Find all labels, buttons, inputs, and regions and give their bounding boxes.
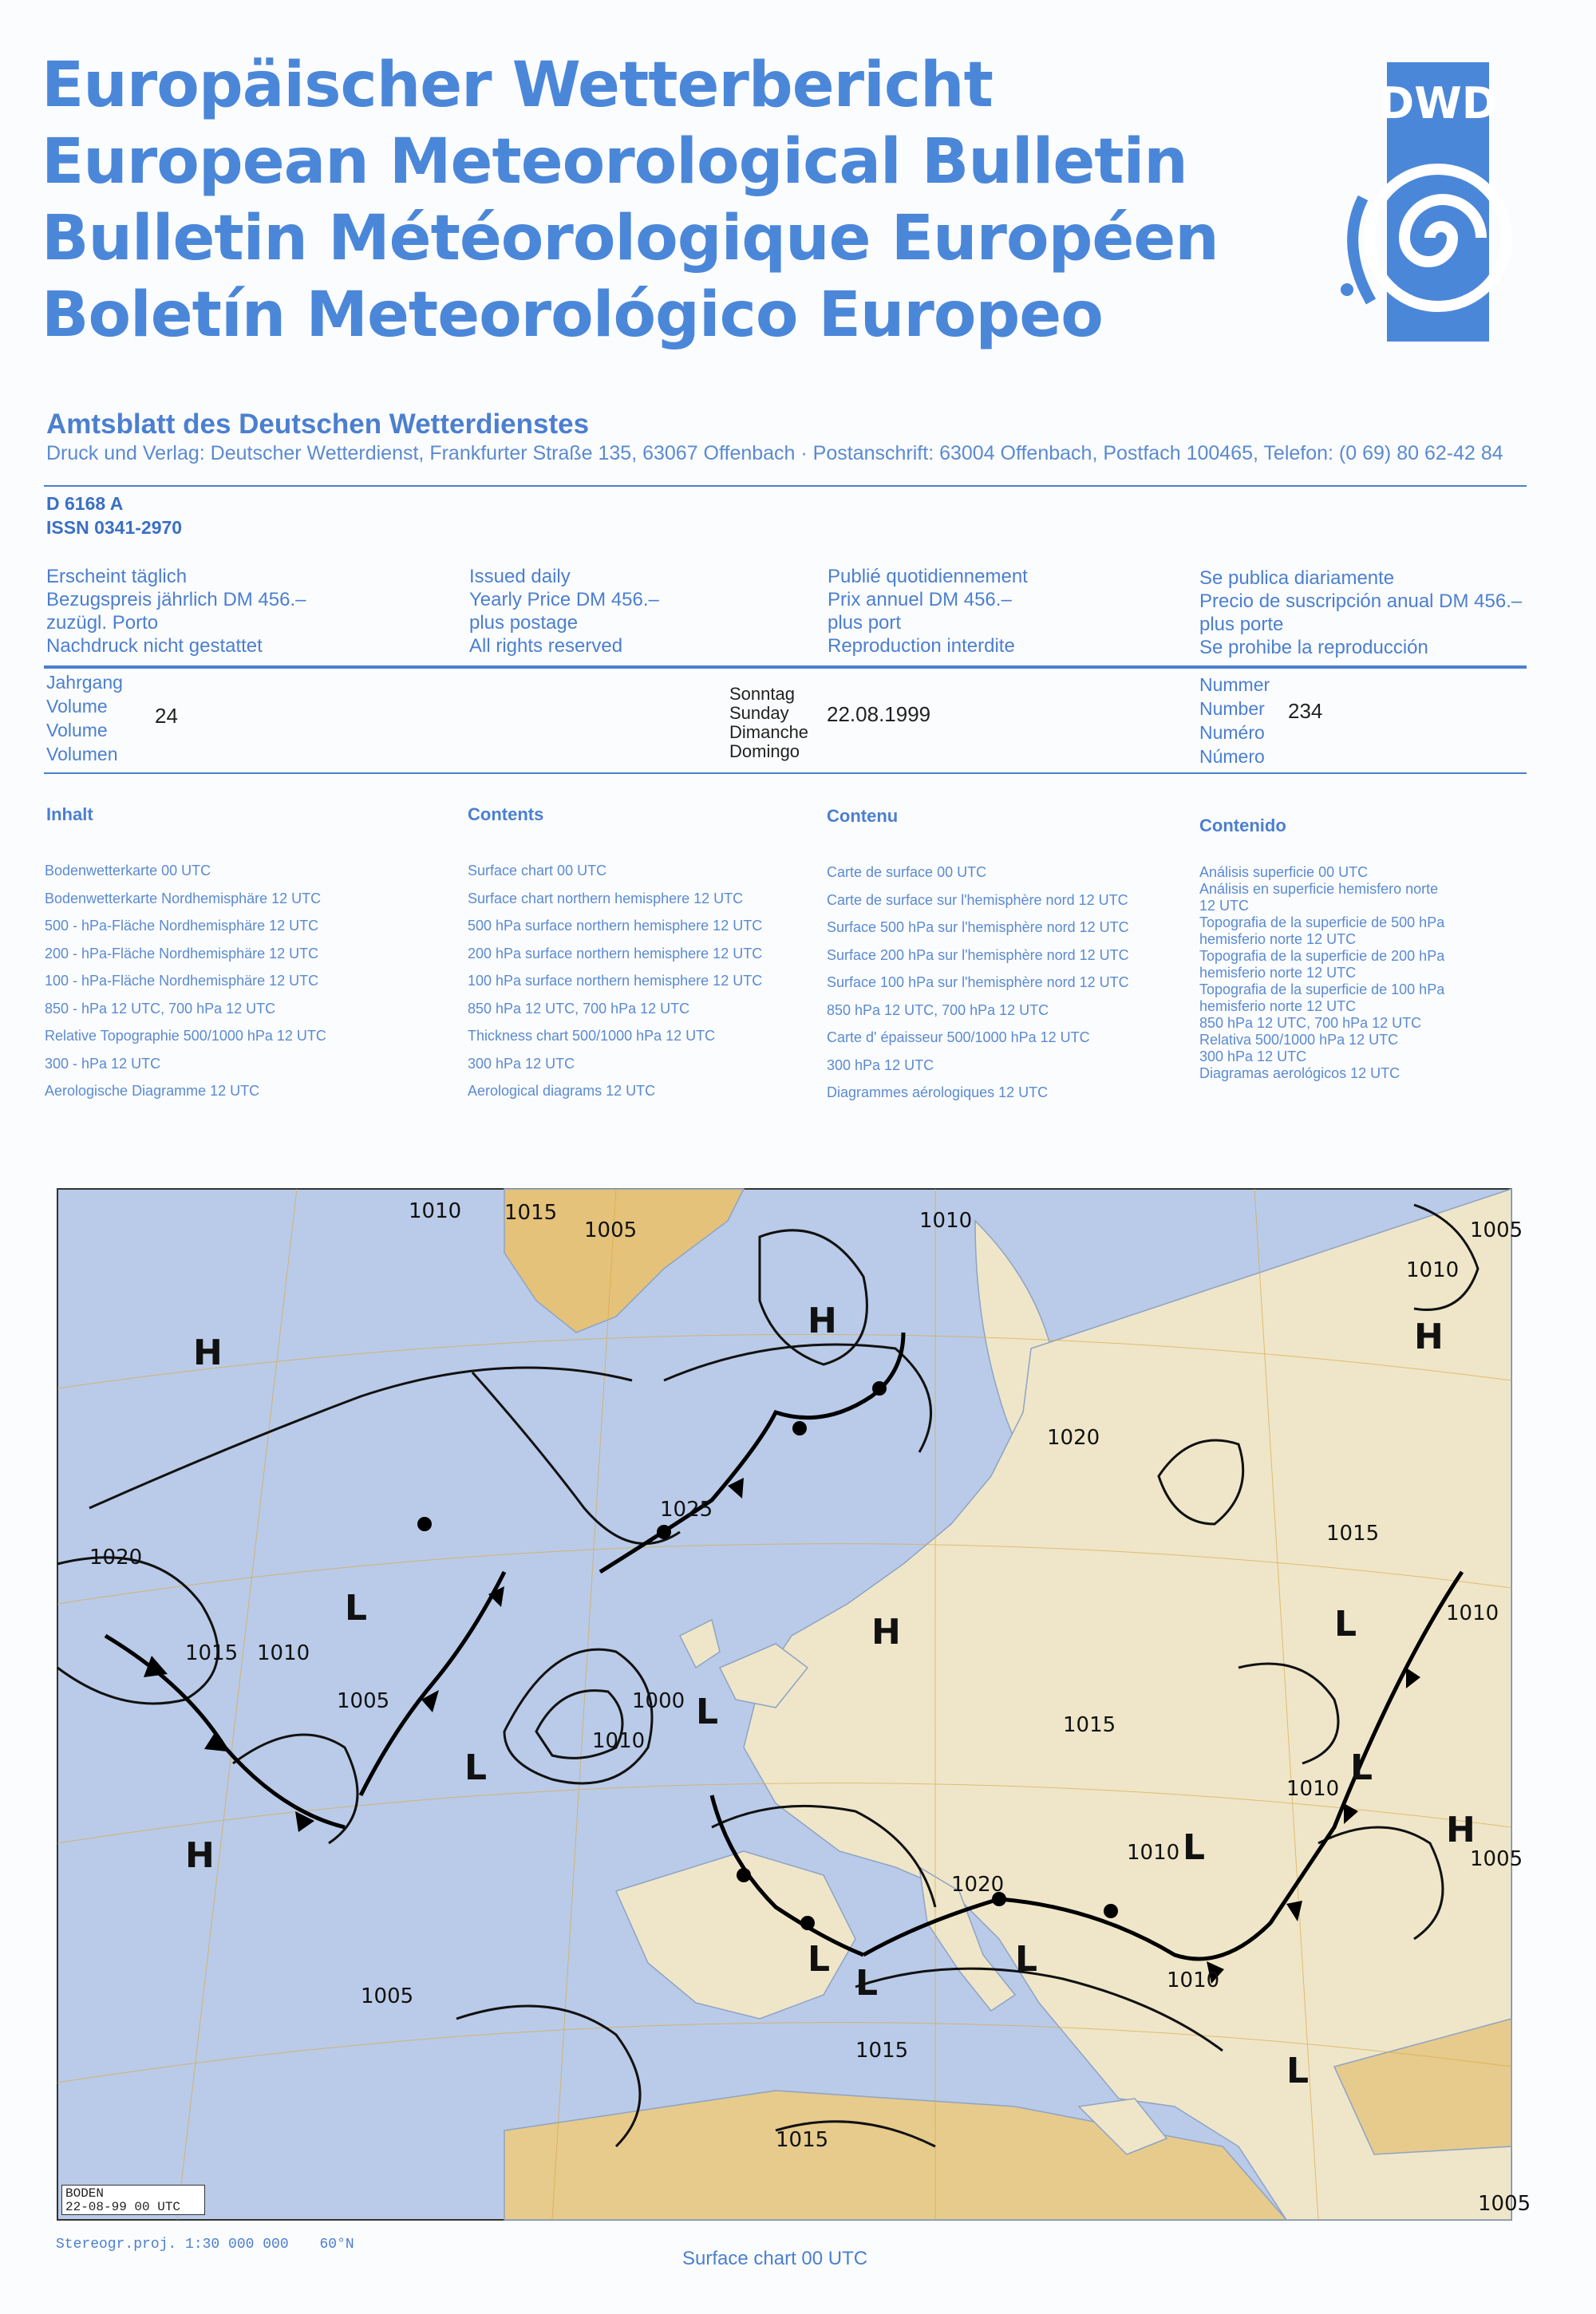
low-pressure-center: L <box>1334 1604 1357 1645</box>
contents-item: 500 hPa surface northern hemisphere 12 UTC <box>468 918 763 934</box>
issue-info-line: Precio de suscripción anual DM 456.– <box>1199 590 1523 612</box>
day-labels <box>729 685 808 761</box>
contents-item: 850 hPa 12 UTC, 700 hPa 12 UTC <box>468 1000 690 1017</box>
contents-item: Diagramas aerológicos 12 UTC <box>1199 1065 1400 1081</box>
contents-item: Aerological diagrams 12 UTC <box>468 1083 656 1099</box>
contents-item: Carte d' épaisseur 500/1000 hPa 12 UTC <box>827 1029 1090 1045</box>
map-box-line: 22-08-99 00 UTC <box>65 2200 181 2214</box>
contents-item: 200 hPa surface northern hemisphere 12 UTC <box>468 945 763 962</box>
issue-date: 22.08.1999 <box>827 702 931 726</box>
divider-middle <box>44 665 1527 669</box>
low-pressure-center: L <box>1183 1827 1206 1868</box>
number-label: Nummer <box>1199 674 1270 695</box>
high-pressure-center: H <box>1446 1810 1476 1850</box>
contents-item: Relativa 500/1000 hPa 12 UTC <box>1199 1032 1399 1048</box>
map-validity-box <box>61 2185 205 2215</box>
isobar-pressure-label: 1010 <box>1167 1968 1220 1992</box>
issue-info-en <box>469 565 659 657</box>
contents-item: Surface 200 hPa sur l'hemisphère nord 12 UTC <box>827 946 1129 963</box>
contents-item: 500 - hPa-Fläche Nordhemisphäre 12 UTC <box>45 918 319 934</box>
contents-item: Surface 100 hPa sur l'hemisphère nord 12 UTC <box>827 974 1129 990</box>
high-pressure-center: H <box>808 1301 837 1341</box>
day-label: Sonntag <box>729 684 795 704</box>
contents-item: Topografia de la superficie de 200 hPa hemisferio norte 12 UTC <box>1199 948 1445 981</box>
isobar-pressure-label: 1025 <box>660 1498 713 1522</box>
volume-label: Volume <box>46 696 108 717</box>
high-pressure-center: H <box>193 1333 223 1373</box>
isobar-pressure-label: 1000 <box>632 1689 685 1713</box>
contents-item: Carte de surface 00 UTC <box>827 864 987 880</box>
volume-labels <box>46 670 123 766</box>
issue-info-line: Se publica diariamente <box>1199 567 1395 589</box>
volume-label: Jahrgang <box>46 672 123 693</box>
contents-item: Bodenwetterkarte 00 UTC <box>45 863 211 879</box>
issue-info-line: plus postage <box>469 612 579 634</box>
contents-item: 850 hPa 12 UTC, 700 hPa 12 UTC <box>827 1001 1049 1018</box>
contents-item: Diagrammes aérologiques 12 UTC <box>827 1084 1049 1100</box>
number-label: Número <box>1199 746 1265 767</box>
isobar-pressure-label: 1010 <box>919 1209 973 1233</box>
contents-item: 850 hPa 12 UTC, 700 hPa 12 UTC <box>1199 1015 1422 1031</box>
number-label: Numéro <box>1199 722 1265 743</box>
contents-item: Análisis superficie 00 UTC <box>1199 864 1369 880</box>
low-pressure-center: L <box>696 1692 719 1732</box>
isobar-pressure-label: 1005 <box>1470 1218 1523 1242</box>
publisher-title: Amtsblatt des Deutschen Wetterdienstes <box>46 409 590 440</box>
dwd-spiral-logo-icon <box>1331 62 1498 342</box>
isobar-pressure-label: 1015 <box>504 1201 558 1225</box>
title-spanish: Boletín Meteorológico Europeo <box>41 279 1103 351</box>
high-pressure-center: H <box>871 1612 901 1653</box>
map-caption: Surface chart 00 UTC <box>682 2248 868 2269</box>
day-label: Dimanche <box>729 722 809 742</box>
isobar-pressure-label: 1005 <box>361 1984 414 2008</box>
high-pressure-center: H <box>1414 1317 1444 1357</box>
volume-value: 24 <box>155 704 178 728</box>
isobar-pressure-label: 1010 <box>1127 1841 1180 1865</box>
issue-info-line: plus porte <box>1199 614 1284 635</box>
low-pressure-center: L <box>1015 1939 1038 1980</box>
contents-item: Surface chart 00 UTC <box>468 863 607 879</box>
contents-header-en: Contents <box>468 804 544 824</box>
title-english: European Meteorological Bulletin <box>41 126 1187 198</box>
issue-info-line: Bezugspreis jährlich DM 456.– <box>46 589 306 610</box>
low-pressure-center: L <box>345 1588 368 1629</box>
low-pressure-center: L <box>1350 1747 1373 1788</box>
contents-header-fr: Contenu <box>827 806 899 826</box>
contents-header-de: Inhalt <box>46 804 93 824</box>
contents-item: Carte de surface sur l'hemisphère nord 12 UTC <box>827 891 1128 908</box>
isobar-pressure-label: 1010 <box>257 1641 310 1665</box>
isobar-pressure-label: 1010 <box>592 1729 646 1753</box>
contents-item: 300 hPa 12 UTC <box>1199 1048 1307 1064</box>
issue-info-line: Yearly Price DM 456.– <box>469 589 659 610</box>
issue-info-line: Reproduction interdite <box>828 635 1015 657</box>
isobar-pressure-label: 1015 <box>185 1641 239 1665</box>
contents-item: Análisis en superficie hemisfero norte 12 UTC <box>1199 881 1439 914</box>
contents-item: Thickness chart 500/1000 hPa 12 UTC <box>468 1028 716 1044</box>
issue-info-line: Nachdruck nicht gestattet <box>46 635 263 657</box>
isobar-pressure-label: 1020 <box>1047 1426 1100 1450</box>
map-box-line: BODEN <box>65 2186 105 2201</box>
contents-item: Surface 500 hPa sur l'hemisphère nord 12 UTC <box>827 919 1129 935</box>
volume-label: Volumen <box>46 744 118 764</box>
isobar-pressure-label: 1020 <box>951 1873 1005 1897</box>
issue-info-line: Erscheint täglich <box>46 566 188 587</box>
contents-list-de <box>45 857 326 1105</box>
isobar-pressure-label: 1010 <box>409 1199 462 1223</box>
isobar-pressure-label: 1005 <box>1470 1847 1523 1871</box>
projection-text: Stereogr.proj. 1:30 000 000 <box>56 2237 289 2253</box>
day-label: Domingo <box>729 741 800 761</box>
divider-top <box>44 485 1527 487</box>
issue-info-line: plus port <box>828 612 902 634</box>
contents-item: Surface chart northern hemisphere 12 UTC <box>468 890 744 906</box>
isobar-pressure-label: 1010 <box>1406 1258 1460 1282</box>
isobar-pressure-label: 1010 <box>1286 1777 1340 1801</box>
issue-info-de <box>46 565 306 657</box>
low-pressure-center: L <box>808 1939 831 1980</box>
issue-info-line: Publié quotidiennement <box>828 566 1028 587</box>
issue-info-line: All rights reserved <box>469 635 623 657</box>
number-value: 234 <box>1288 699 1323 723</box>
high-pressure-center: H <box>185 1835 215 1876</box>
contents-item: Topografia de la superficie de 500 hPa hemisferio norte 12 UTC <box>1199 914 1445 947</box>
issue-info-es <box>1199 567 1522 659</box>
code-issn: ISSN 0341-2970 <box>46 517 183 538</box>
contents-header-es: Contenido <box>1199 815 1286 835</box>
code-d: D 6168 A <box>46 493 124 514</box>
isobar-pressure-label: 1010 <box>1446 1601 1499 1625</box>
contents-item: Aerologische Diagramme 12 UTC <box>45 1083 260 1099</box>
isobar-pressure-label: 1015 <box>776 2128 829 2152</box>
number-label: Number <box>1199 698 1265 719</box>
isobar-pressure-label: 1015 <box>1326 1522 1380 1546</box>
issue-info-line: Se prohibe la reproducción <box>1199 637 1428 658</box>
issue-info-line: zuzügl. Porto <box>46 612 159 634</box>
issue-info-line: Issued daily <box>469 566 571 587</box>
contents-item: 300 hPa 12 UTC <box>468 1055 575 1072</box>
map-projection <box>56 2237 354 2253</box>
isobar-pressure-label: 1020 <box>89 1546 143 1570</box>
number-labels <box>1199 673 1270 768</box>
low-pressure-center: L <box>464 1747 488 1788</box>
isobar-pressure-label: 1005 <box>337 1689 390 1713</box>
isobar-pressure-label: 1015 <box>855 2039 909 2063</box>
contents-list-en <box>468 857 762 1105</box>
dwd-logo <box>1378 62 1498 342</box>
weather-map-canvas <box>57 1189 1531 2220</box>
contents-item: 300 - hPa 12 UTC <box>45 1055 161 1072</box>
contents-list-es <box>1199 864 1455 1082</box>
isobar-pressure-label: 1005 <box>584 1218 638 1242</box>
issue-info-line: Prix annuel DM 456.– <box>828 589 1012 610</box>
day-label: Sunday <box>729 703 789 723</box>
contents-item: Topografia de la superficie de 100 hPa hemisferio norte 12 UTC <box>1199 981 1445 1014</box>
publisher-address: Druck und Verlag: Deutscher Wetterdienst, Frankfurter Straße 135, 63067 Offenbach · Postanschrift: 63004 Offenbach, Postfach 100465, Telefon: (0 69) 80 62-42 84 <box>46 442 1503 464</box>
contents-item: 100 hPa surface northern hemisphere 12 UTC <box>468 973 763 989</box>
contents-list-fr <box>827 859 1129 1107</box>
isobar-pressure-label: 1015 <box>1063 1713 1116 1737</box>
isobar-pressure-label: 1005 <box>1478 2192 1531 2216</box>
latitude-text: 60°N <box>319 2237 354 2253</box>
contents-item: 300 hPa 12 UTC <box>827 1056 934 1073</box>
title-french: Bulletin Météorologique Européen <box>41 203 1219 274</box>
contents-item: 100 - hPa-Fläche Nordhemisphäre 12 UTC <box>45 973 319 989</box>
surface-weather-map <box>57 1189 1531 2220</box>
title-german: Europäischer Wetterbericht <box>41 49 993 121</box>
low-pressure-center: L <box>855 1963 879 2004</box>
contents-item: Bodenwetterkarte Nordhemisphäre 12 UTC <box>45 890 322 906</box>
contents-item: Relative Topographie 500/1000 hPa 12 UTC <box>45 1028 326 1044</box>
dwd-logo-text: DWD <box>1378 78 1498 128</box>
divider-bottom <box>44 772 1527 774</box>
volume-label: Volume <box>46 720 108 740</box>
contents-item: 850 - hPa 12 UTC, 700 hPa 12 UTC <box>45 1000 276 1017</box>
contents-item: 200 - hPa-Fläche Nordhemisphäre 12 UTC <box>45 945 319 962</box>
issue-info-fr <box>828 565 1028 657</box>
low-pressure-center: L <box>1286 2051 1310 2091</box>
